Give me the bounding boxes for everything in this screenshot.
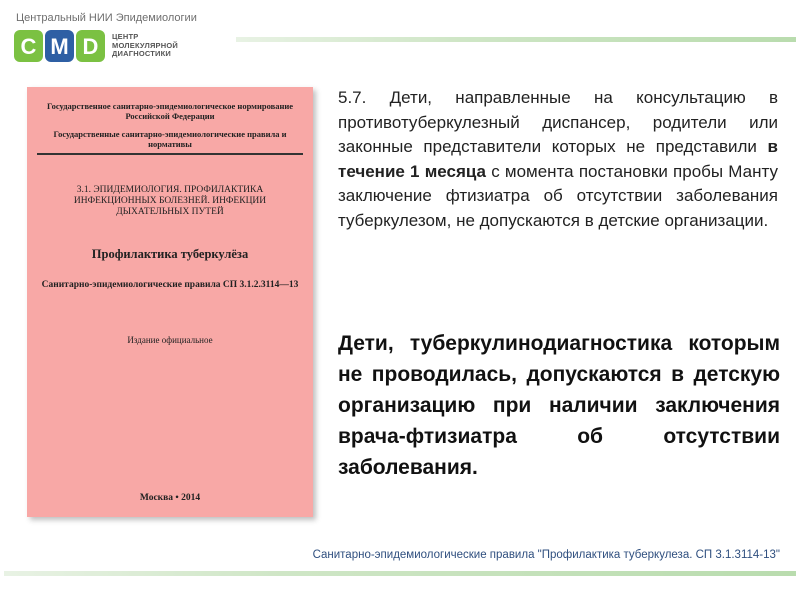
logo-letter-c: C xyxy=(20,34,37,59)
cmd-logo-icon xyxy=(14,30,106,62)
paragraph-5-7 xyxy=(338,86,778,233)
cover-rule xyxy=(37,153,303,155)
cover-title: Профилактика туберкулёза xyxy=(91,247,249,261)
paragraph1-text-end: с момента постановки пробы Манту заключение фтизиатра об отсутствии заболевания туберкулезом, не допускаются в детские организации. xyxy=(338,161,778,230)
logo-letter-m: M xyxy=(50,34,69,59)
footer-divider xyxy=(4,571,796,576)
cover-edition: Издание официальное xyxy=(127,335,213,345)
paragraph1-text: 5.7. Дети, направленные на консультацию в противотуберкулезный диспансер, родители или законные представители которых не представили xyxy=(338,88,778,156)
logo-caption xyxy=(112,33,178,59)
document-cover-image xyxy=(27,87,313,517)
cover-section: 3.1. ЭПИДЕМИОЛОГИЯ. ПРОФИЛАКТИКА ИНФЕКЦИОННЫХ БОЛЕЗНЕЙ. ИНФЕКЦИИ ДЫХАТЕЛЬНЫХ ПУТЕЙ xyxy=(73,185,267,217)
paragraph1-bold: в течение 1 месяца xyxy=(338,137,778,181)
logo-caption-line: ЦЕНТР xyxy=(112,32,139,42)
cover-city-year: Москва • 2014 xyxy=(139,493,201,503)
emphasis-paragraph: Дети, туберкулинодиагностика которым не проводилась, допускаются в детскую организацию при наличии заключения врача-фтизиатра об отсутствии заболевания. xyxy=(338,332,780,479)
footer-source-note: Санитарно-эпидемиологические правила "Профилактика туберкулеза. СП 3.1.3114-13" xyxy=(312,549,780,561)
logo-letter-d: D xyxy=(82,34,99,59)
logo-caption-line: ДИАГНОСТИКИ xyxy=(112,49,172,59)
cover-rules: Санитарно-эпидемиологические правила СП 3.1.2.3114—13 xyxy=(41,280,299,290)
cover-line2: Государственные санитарно-эпидемиологические правила и нормативы xyxy=(53,129,287,149)
logo-caption-line: МОЛЕКУЛЯРНОЙ xyxy=(112,40,178,50)
header-divider xyxy=(236,37,796,42)
cover-line1: Государственное санитарно-эпидемиологическое нормирование Российской Федерации xyxy=(46,101,294,121)
header-org-name: Центральный НИИ Эпидемиологии xyxy=(16,12,197,24)
cmd-logo xyxy=(14,30,178,62)
